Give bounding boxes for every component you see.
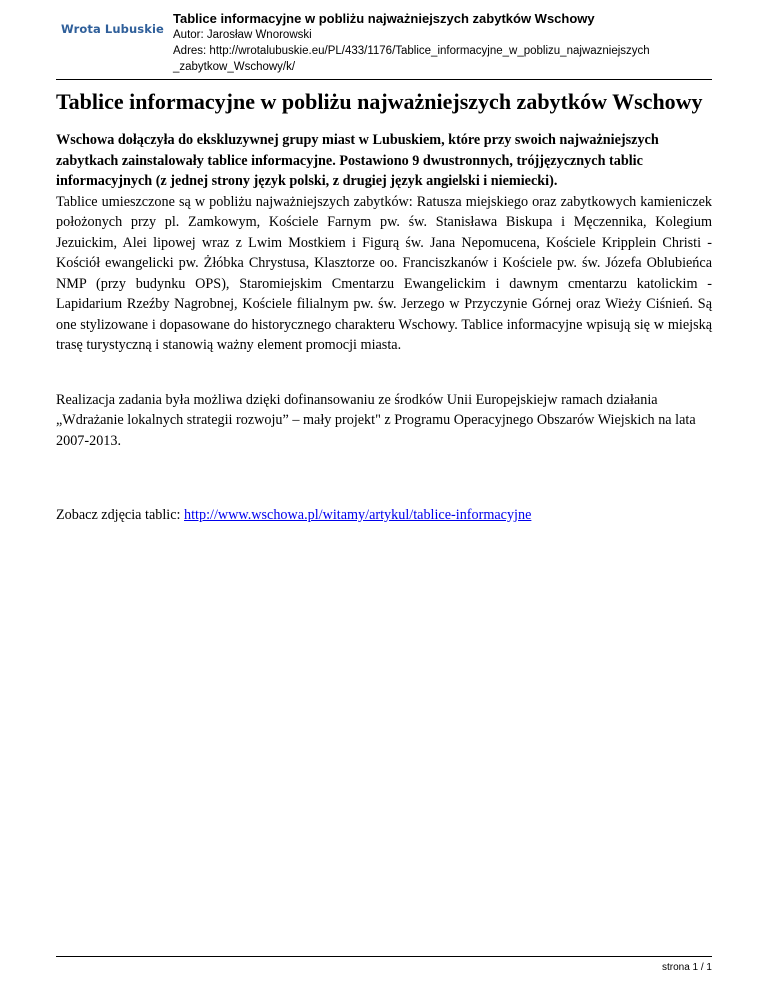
- footer-divider: [56, 956, 712, 957]
- header-title: Tablice informacyjne w pobliżu najważniejszych zabytków Wschowy: [173, 11, 595, 26]
- header-address-line-2: _zabytkow_Wschowy/k/: [173, 61, 296, 73]
- header-divider: [56, 79, 712, 80]
- funding-note: Realizacja zadania była możliwa dzięki dofinansowaniu ze środków Unii Europejskiejw ramach działania „Wdrażanie lokalnych strategii rozwoju” – mały projekt" z Programu Operacyjnego Obszarów Wiejskich na lata 2007-2013.: [56, 391, 696, 449]
- page-header: [56, 10, 712, 78]
- article-title: Tablice informacyjne w pobliżu najważniejszych zabytków Wschowy: [56, 89, 703, 114]
- header-author: Autor: Jarosław Wnorowski: [173, 29, 312, 41]
- photos-label: Zobacz zdjęcia tablic:: [56, 507, 185, 523]
- photos-link[interactable]: http://www.wschowa.pl/witamy/artykul/tablice-informacyjne: [184, 507, 532, 523]
- article-body: Tablice umieszczone są w pobliżu najważniejszych zabytków: Ratusza miejskiego oraz zabytkowych kamieniczek położonych przy pl. Zamkowym, Kościele Farnym pw. św. Stanisława Biskupa i Męczennika, Kolegium Jezuickim, Alei lipowej wraz z Lwim Mostkiem i Figurą św. Jana Nepomucena, Kościele Kripplein Christi - Kościół ewangelicki pw. Żłóbka Chrystusa, Klasztorze oo. Franciszkanów i Kościele pw. św. Józefa Oblubieńca NMP (przy budynku OPS), Staromiejskim Cmentarzu Ewangelickim i dawnym cmentarzu katolickim - Lapidarium Rzeźby Nagrobnej, Kościele filialnym pw. św. Jerzego w Przyczynie Górnej oraz Wieży Ciśnień. Są one stylizowane i dopasowane do historycznego charakteru Wschowy. Tablice informacyjne wpisują się w miejską trasę turystyczną i stanowią ważny element promocji miasta.: [56, 193, 712, 353]
- page-number: strona 1 / 1: [661, 962, 712, 973]
- photos-line: [56, 505, 712, 526]
- article: [56, 88, 712, 526]
- site-logo: Wrota Lubuskie: [61, 22, 164, 36]
- article-lead: Wschowa dołączyła do ekskluzywnej grupy miast w Lubuskiem, które przy swoich najważniejszych zabytkach zainstalowały tablice informacyjne. Postawiono 9 dwustronnych, trójjęzycznych tablic informacyjnych (z jednej strony język polski, z drugiej język angielski i niemiecki).: [56, 132, 659, 189]
- header-address-line-1: Adres: http://wrotalubuskie.eu/PL/433/1176/Tablice_informacyjne_w_poblizu_najwazniejszych: [173, 45, 650, 57]
- header-meta: [173, 10, 713, 75]
